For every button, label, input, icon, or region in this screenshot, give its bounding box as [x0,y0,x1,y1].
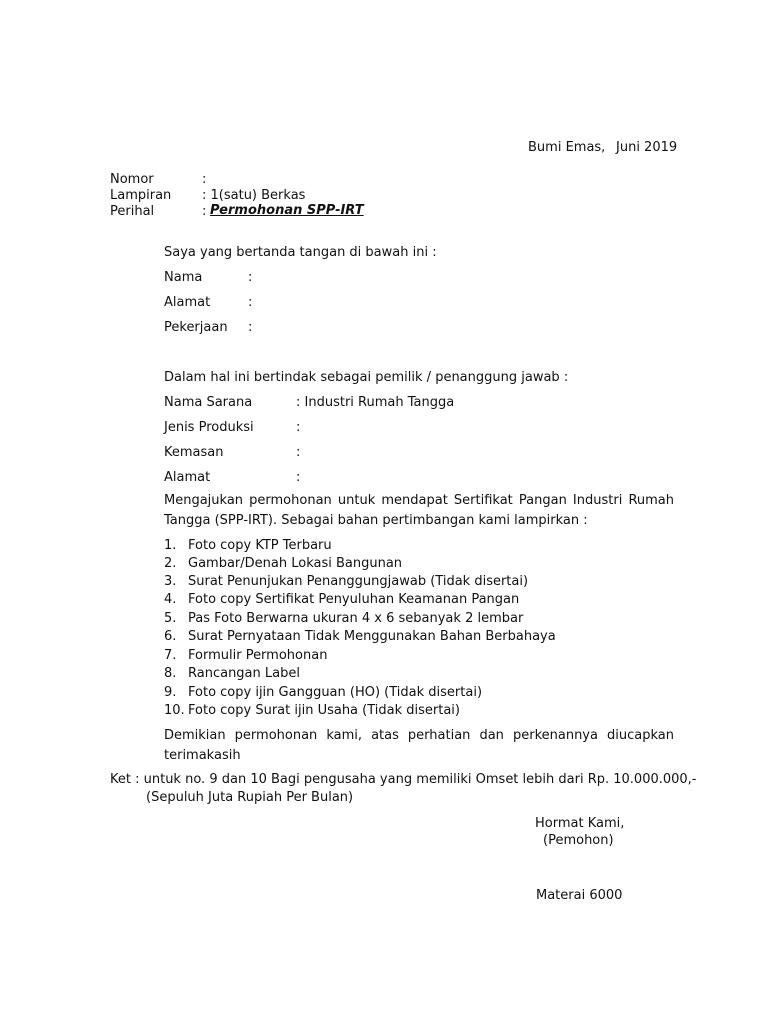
attachment-text: Gambar/Denah Lokasi Bangunan [188,556,403,571]
attachment-number: 10. [164,703,185,718]
production-type-value: : [296,420,301,435]
business-address-value: : [296,470,301,485]
attachment-number: 3. [164,574,177,589]
business-address-label: Alamat [164,470,211,485]
lampiran-value: : 1(satu) Berkas [202,188,306,203]
attachment-item [164,592,519,608]
attachment-number: 9. [164,685,177,700]
nomor-label: Nomor [110,172,154,187]
packaging-label: Kemasan [164,445,224,460]
business-name-value: : Industri Rumah Tangga [296,395,455,410]
signer-job-label: Pekerjaan [164,320,228,335]
perihal-colon: : [202,204,207,219]
closing-paragraph: Demikian permohonan kami, atas perhatian dan perkenannya diucapkan terimakasih [164,728,674,763]
attachment-item [164,574,528,590]
attachment-number: 6. [164,629,177,644]
signer-job-value: : [248,320,253,335]
signature-greeting: Hormat Kami, [535,816,625,831]
lampiran-label: Lampiran [110,188,172,203]
attachment-number: 7. [164,648,177,663]
nomor-value: : [202,172,207,187]
attachment-text: Foto copy ijin Gangguan (HO) (Tidak disertai) [188,685,483,700]
attachment-item [164,648,327,664]
letter-date: Juni 2019 [616,140,678,155]
attachment-item [164,666,300,682]
packaging-value: : [296,445,301,460]
attachment-number: 4. [164,592,177,607]
signer-address-label: Alamat [164,295,211,310]
attachment-text: Formulir Permohonan [188,648,328,663]
owner-intro-text: Dalam hal ini bertindak sebagai pemilik / penanggung jawab : [164,370,569,385]
attachment-number: 1. [164,538,177,553]
signer-name-value: : [248,270,253,285]
intro-text: Saya yang bertanda tangan di bawah ini : [164,245,437,260]
attachment-item [164,611,523,627]
attachment-item [164,538,332,554]
letter-place: Bumi Emas, [528,140,606,155]
production-type-label: Jenis Produksi [164,420,254,435]
attachment-item [164,685,482,701]
signer-address-value: : [248,295,253,310]
attachment-item [164,629,556,645]
perihal-label: Perihal [110,204,155,219]
attachment-text: Surat Pernyataan Tidak Menggunakan Bahan Berbahaya [188,629,556,644]
signer-name-label: Nama [164,270,203,285]
attachment-text: Pas Foto Berwarna ukuran 4 x 6 sebanyak 2 lembar [188,611,524,626]
attachment-text: Rancangan Label [188,666,300,681]
attachment-text: Foto copy Surat ijin Usaha (Tidak disertai) [188,703,460,718]
note-line-1: Ket : untuk no. 9 dan 10 Bagi pengusaha yang memiliki Omset lebih dari Rp. 10.000.000,- [110,772,697,787]
attachment-text: Foto copy KTP Terbaru [188,538,332,553]
attachment-item [164,556,402,572]
attachment-number: 8. [164,666,177,681]
signature-role: (Pemohon) [543,833,614,848]
attachment-item [164,703,460,719]
perihal-subject: Permohonan SPP-IRT [210,203,364,218]
business-name-label: Nama Sarana [164,395,253,410]
note-line-2: (Sepuluh Juta Rupiah Per Bulan) [146,790,354,805]
attachment-number: 5. [164,611,177,626]
attachment-text: Surat Penunjukan Penanggungjawab (Tidak disertai) [188,574,529,589]
attachment-text: Foto copy Sertifikat Penyuluhan Keamanan Pangan [188,592,520,607]
stamp-label: Materai 6000 [536,888,623,903]
attachment-number: 2. [164,556,177,571]
request-paragraph: Mengajukan permohonan untuk mendapat Sertifikat Pangan Industri Rumah Tangga (SPP-IRT). Sebagai bahan pertimbangan kami lampirkan : [164,493,674,528]
